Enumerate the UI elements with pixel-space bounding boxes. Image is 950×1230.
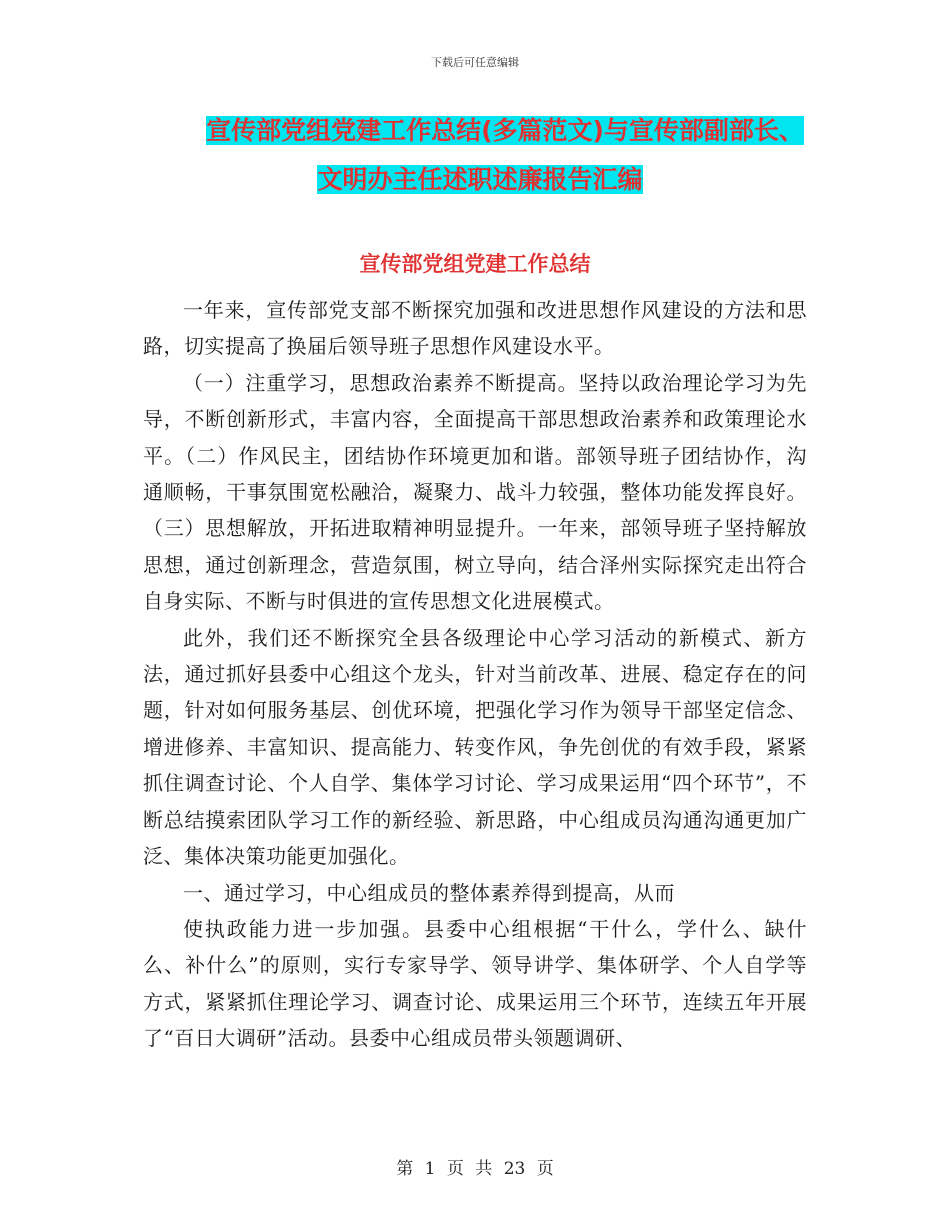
paragraph: 此外，我们还不断探究全县各级理论中心学习活动的新模式、新方法，通过抓好县委中心组这个龙头，针对当前改革、进展、稳定存在的问题，针对如何服务基层、创优环境，把强化学习作为领导干部坚定信念、增进修养、丰富知识、提高能力、转变作风，争先创优的有效手段，紧紧抓住调查讨论、个人自学、集体学习讨论、学习成果运用“四个环节”，不断总结摸索团队学习工作的新经验、新思路，中心组成员沟通沟通更加广泛、集体决策功能更加强化。	[143, 625, 807, 869]
document-body	[143, 292, 807, 1057]
section-title: 宣传部党组党建工作总结	[359, 252, 591, 276]
paragraph: 一年来，宣传部党支部不断探究加强和改进思想作风建设的方法和思路，切实提高了换届后领导班子思想作风建设水平。	[143, 298, 807, 359]
paragraph: 使执政能力进一步加强。县委中心组根据“干什么，学什么、缺什么、补什么”的原则，实行专家导学、领导讲学、集体研学、个人自学等方式，紧紧抓住理论学习、调查讨论、成果运用三个环节，连续五年开展了“百日大调研”活动。县委中心组成员带头领题调研、	[143, 916, 807, 1051]
page-footer: 第 1 页 共 23 页	[396, 1159, 554, 1179]
header-note: 下载后可任意编辑	[431, 56, 519, 69]
paragraph: 一、通过学习，中心组成员的整体素养得到提高，从而	[183, 880, 675, 905]
document-title-line-2: 文明办主任述职述廉报告汇编	[317, 165, 643, 194]
document-title	[0, 106, 950, 204]
paragraph: （一）注重学习，思想政治素养不断提高。坚持以政治理论学习为先导，不断创新形式，丰富内容，全面提高干部思想政治素养和政策理论水平。（二）作风民主，团结协作环境更加和谐。部领导班子团结协作，沟通顺畅，干事氛围宽松融洽，凝聚力、战斗力较强，整体功能发挥良好。（三）思想解放，开拓进取精神明显提升。一年来，部领导班子坚持解放思想，通过创新理念，营造氛围，树立导向，结合泽州实际探究走出符合自身实际、不断与时俱进的宣传思想文化进展模式。	[143, 370, 807, 614]
document-title-line-1: 宣传部党组党建工作总结(多篇范文)与宣传部副部长、	[206, 116, 804, 145]
